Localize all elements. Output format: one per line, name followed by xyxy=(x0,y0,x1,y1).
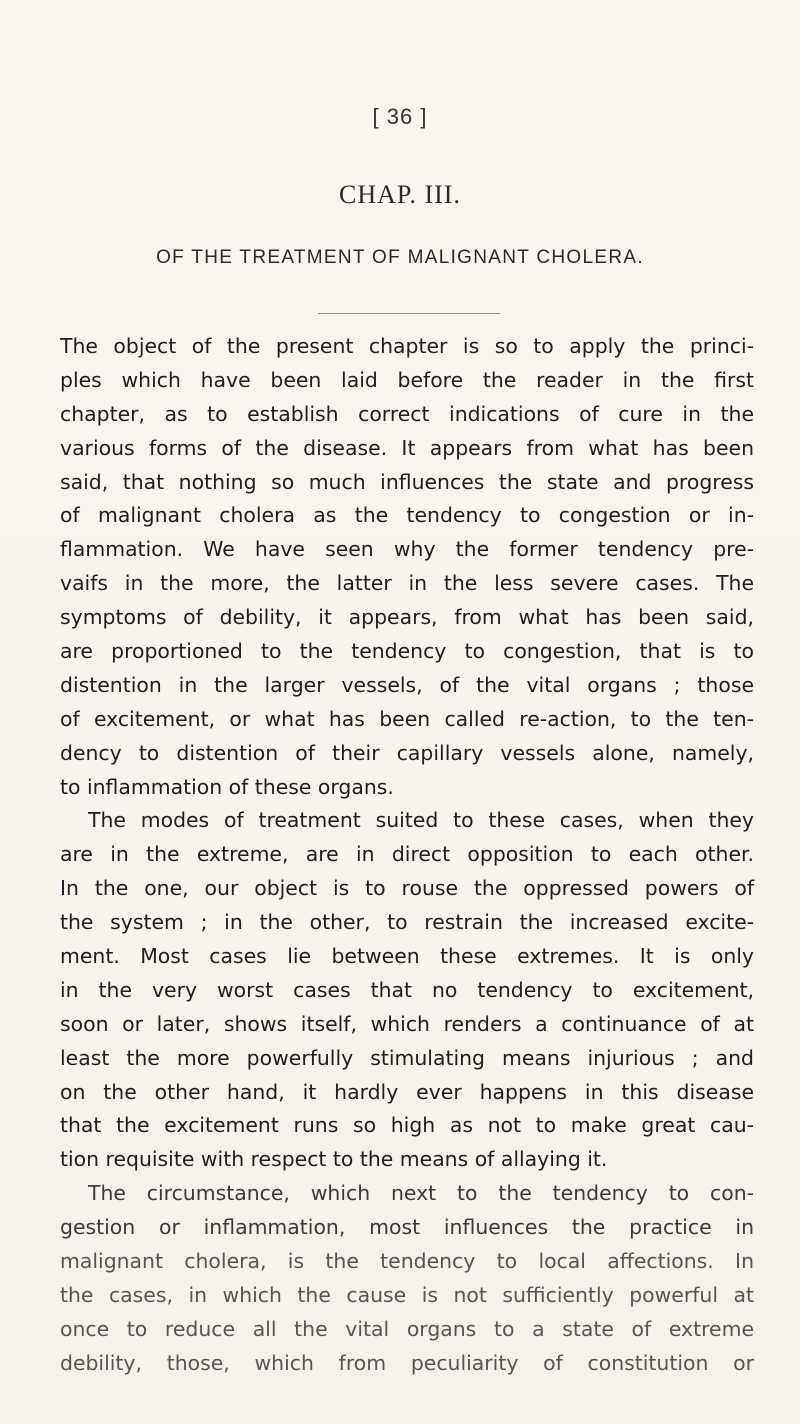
text-line-25: tion requisite with respect to the means of allaying it. xyxy=(60,1147,608,1172)
divider-rule xyxy=(318,313,500,314)
text-line-30: once to reduce all the vital organs to a state of extreme xyxy=(60,1316,754,1341)
text-line-26: The circumstance, which next to the tendency to con- xyxy=(88,1181,754,1206)
text-line-12: of excitement, or what has been called re-action, to the ten- xyxy=(60,706,754,731)
text-line-9: symptoms of debility, it appears, from what has been said, xyxy=(60,605,754,630)
text-line-24: that the excitement runs so high as not to make great cau- xyxy=(60,1113,754,1138)
text-line-23: on the other hand, it hardly ever happens in this disease xyxy=(60,1079,754,1104)
text-line-27: gestion or inflammation, most influences the practice in xyxy=(60,1215,754,1240)
text-line-15: The modes of treatment suited to these cases, when they xyxy=(88,808,754,833)
text-line-7: flammation. We have seen why the former tendency pre- xyxy=(60,537,754,562)
chapter-heading: CHAP. III. xyxy=(339,180,461,209)
text-line-19: ment. Most cases lie between these extremes. It is only xyxy=(60,944,754,969)
text-line-17: In the one, our object is to rouse the oppressed powers of xyxy=(60,876,754,901)
text-line-29: the cases, in which the cause is not sufficiently powerful at xyxy=(60,1282,754,1307)
text-line-5: said, that nothing so much influences the state and progress xyxy=(60,469,754,494)
text-line-22: least the more powerfully stimulating means injurious ; and xyxy=(60,1045,754,1070)
text-line-10: are proportioned to the tendency to congestion, that is to xyxy=(60,639,754,664)
text-line-6: of malignant cholera as the tendency to congestion or in- xyxy=(60,503,754,528)
text-line-11: distention in the larger vessels, of the vital organs ; those xyxy=(60,672,754,697)
text-line-20: in the very worst cases that no tendency to excitement, xyxy=(60,977,754,1002)
text-line-14: to inflammation of these organs. xyxy=(60,774,394,799)
text-line-28: malignant cholera, is the tendency to local affections. In xyxy=(60,1249,754,1274)
text-line-4: various forms of the disease. It appears from what has been xyxy=(60,435,754,460)
text-line-21: soon or later, shows itself, which renders a continuance of at xyxy=(60,1011,754,1036)
chapter-subtitle: OF THE TREATMENT OF MALIGNANT CHOLERA. xyxy=(156,247,644,268)
text-line-18: the system ; in the other, to restrain the increased excite- xyxy=(60,910,754,935)
page-number: [ 36 ] xyxy=(372,104,428,129)
text-line-1: The object of the present chapter is so to apply the princi- xyxy=(60,334,754,358)
text-line-31: debility, those, which from peculiarity of constitution or xyxy=(60,1350,754,1375)
body-text xyxy=(60,330,754,1381)
text-line-3: chapter, as to establish correct indications of cure in the xyxy=(60,401,754,426)
text-line-13: dency to distention of their capillary vessels alone, namely, xyxy=(60,740,754,765)
text-line-8: vaifs in the more, the latter in the less severe cases. The xyxy=(60,571,754,596)
text-line-2: ples which have been laid before the reader in the first xyxy=(60,367,754,392)
text-line-16: are in the extreme, are in direct opposition to each other. xyxy=(60,842,754,867)
